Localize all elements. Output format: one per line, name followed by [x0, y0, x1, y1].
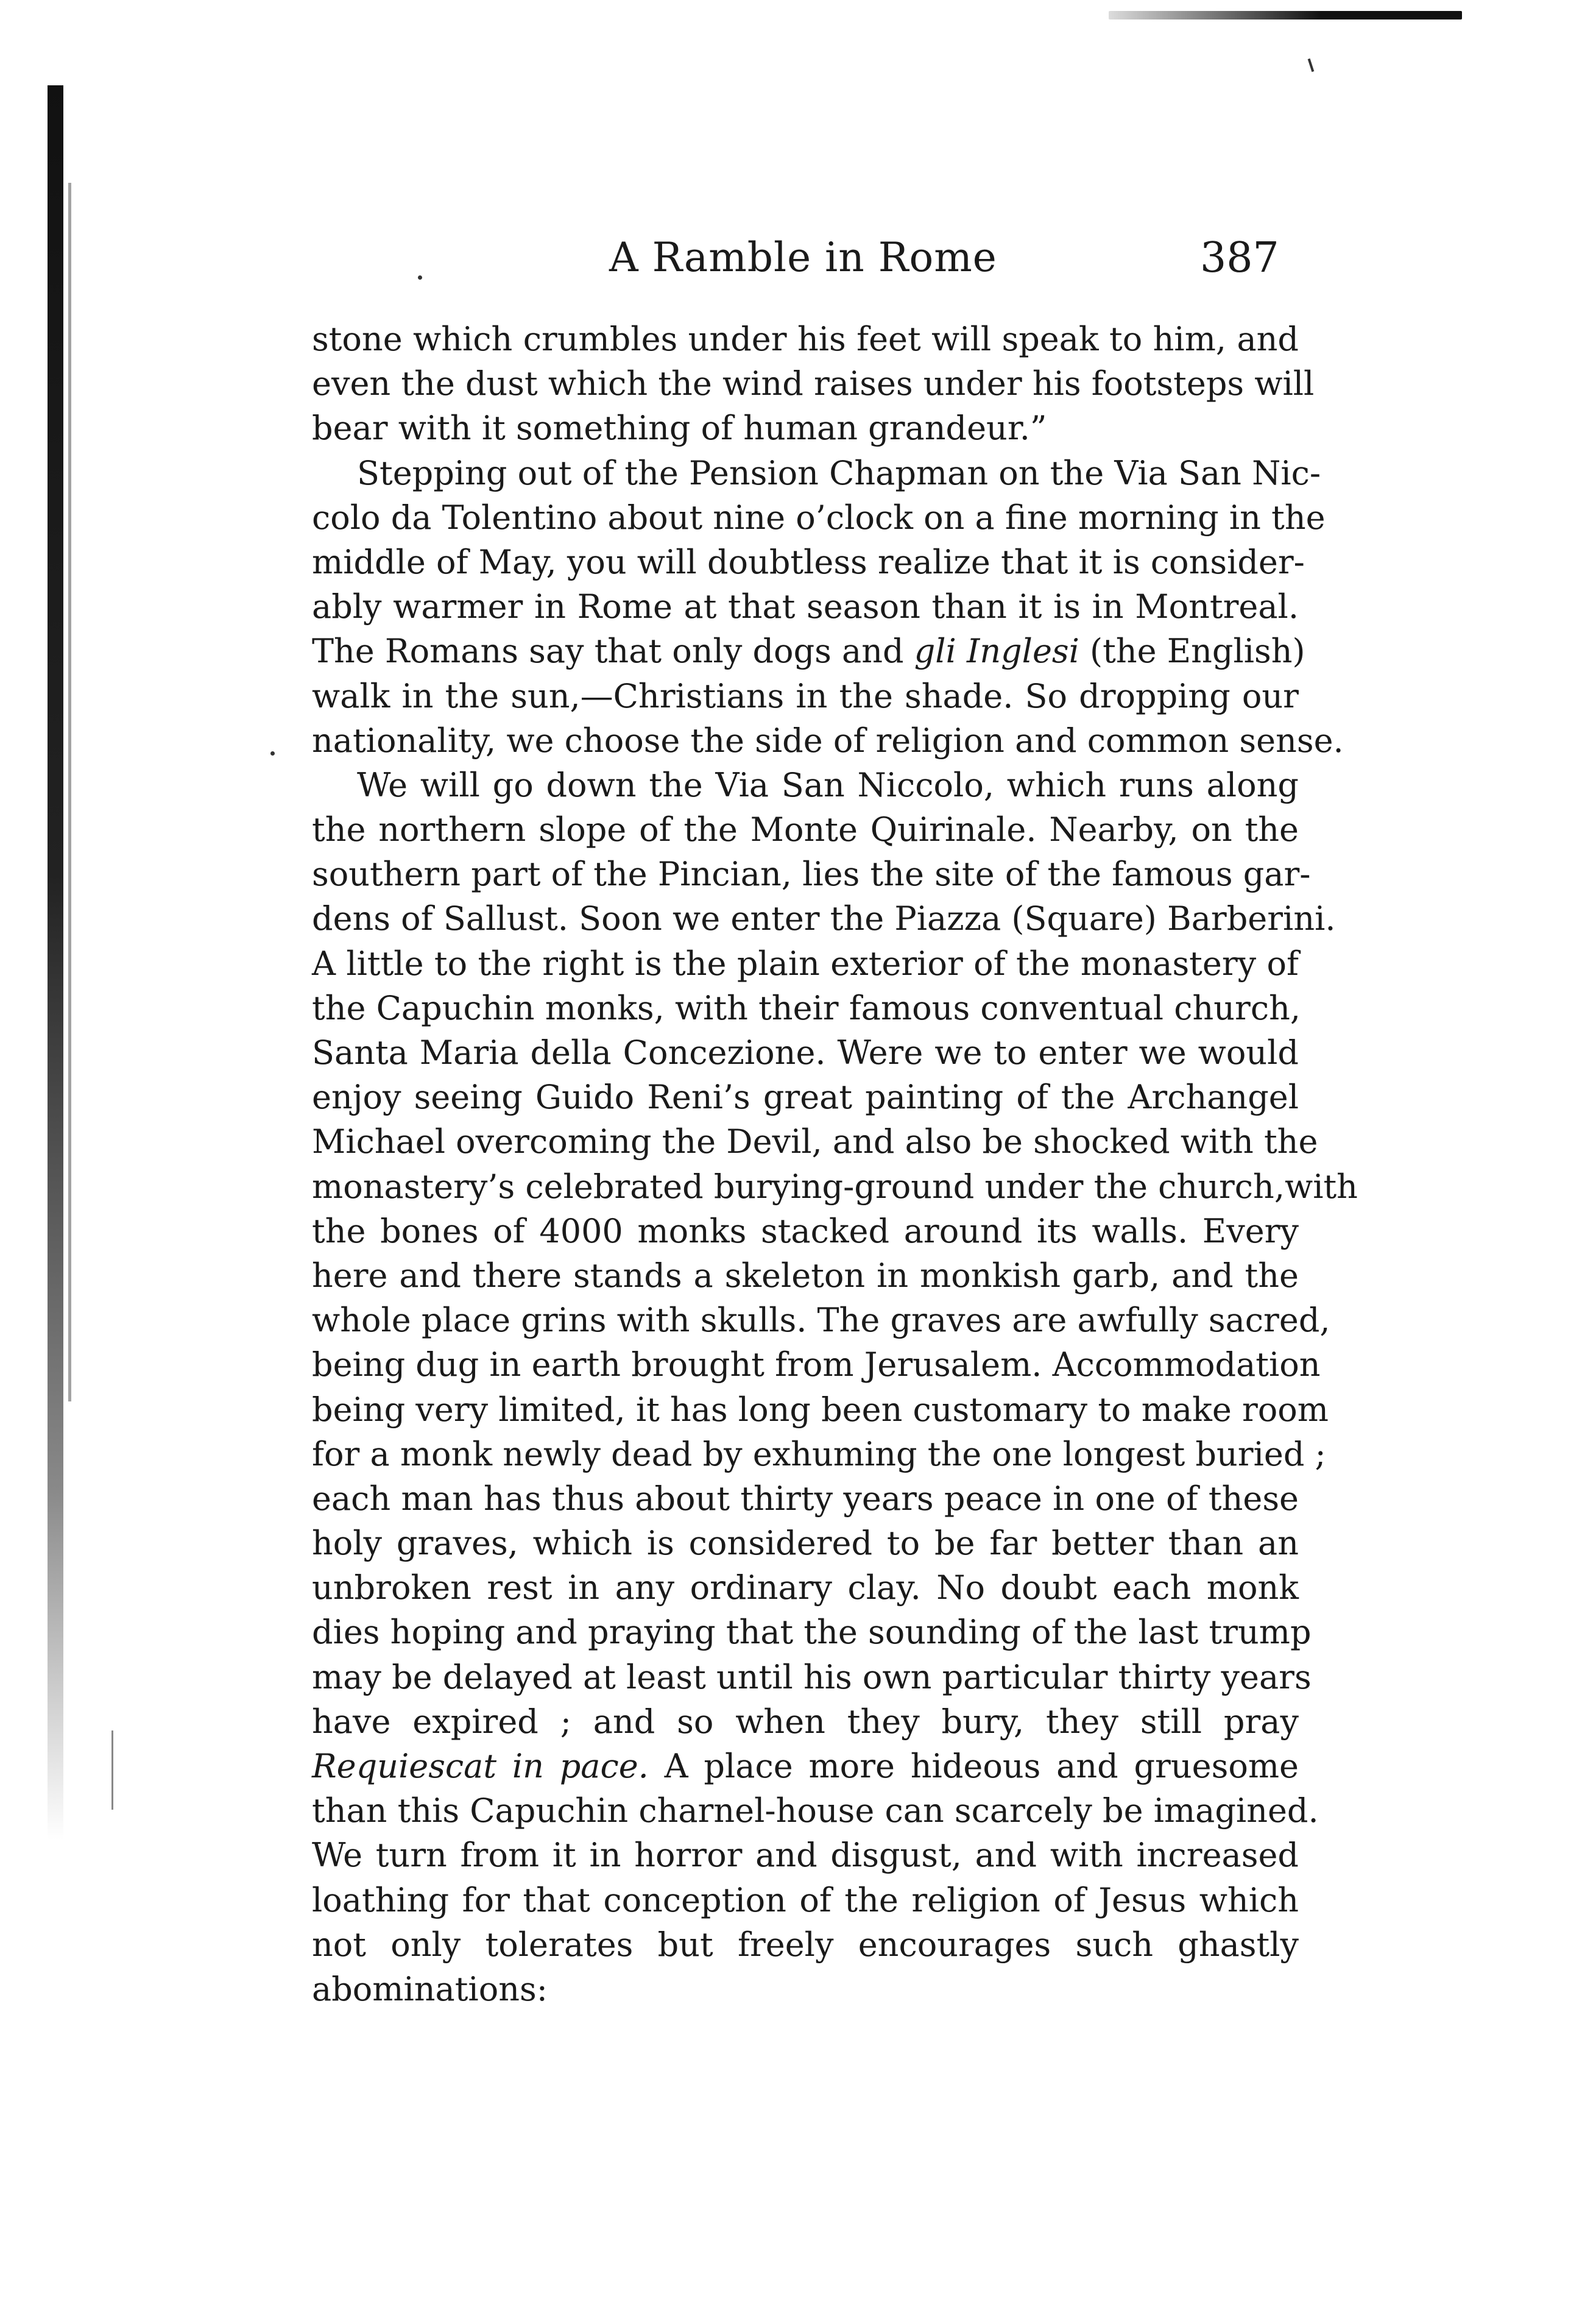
- scan-margin-mark: [111, 1730, 113, 1810]
- text-line: unbroken rest in any ordinary clay. No doubt each monk: [312, 1568, 1299, 1607]
- text-line: Stepping out of the Pension Chapman on the Via San Nic-: [357, 453, 1321, 492]
- text-line: middle of May, you will doubtless realize that it is consider-: [312, 542, 1305, 581]
- text-line: whole place grins with skulls. The graves are awfully sacred,: [312, 1301, 1330, 1340]
- text-run: A place more hideous and gruesome: [648, 1747, 1299, 1785]
- scan-speck: [418, 275, 422, 280]
- text-line: [312, 1744, 1299, 1788]
- text-line: even the dust which the wind raises under his footsteps will: [312, 364, 1315, 403]
- text-line: have expired ; and so when they bury, they still pray: [312, 1702, 1299, 1741]
- scan-left-edge-line: [68, 183, 71, 1401]
- text-line: here and there stands a skeleton in monkish garb, and the: [312, 1256, 1299, 1295]
- text-line: monastery’s celebrated burying-ground under the church,with: [312, 1167, 1358, 1206]
- text-line: the northern slope of the Monte Quirinale. Nearby, on the: [312, 810, 1299, 849]
- text-line: bear with it something of human grandeur.”: [312, 409, 1047, 448]
- text-line: ably warmer in Rome at that season than it is in Montreal.: [312, 587, 1299, 626]
- text-line: each man has thus about thirty years peace in one of these: [312, 1479, 1299, 1518]
- text-line: We will go down the Via San Niccolo, which runs along: [357, 765, 1299, 804]
- italic-phrase: gli Inglesi: [914, 632, 1079, 671]
- scan-speck: [270, 751, 275, 756]
- scan-top-rule: [1109, 11, 1462, 19]
- text-line: abominations:: [312, 1969, 548, 2008]
- running-title: A Ramble in Rome: [609, 234, 997, 281]
- text-line: A little to the right is the plain exterior of the monastery of: [312, 944, 1299, 983]
- text-line: nationality, we choose the side of religion and common sense.: [312, 721, 1344, 760]
- text-line: enjoy seeing Guido Reni’s great painting of the Archangel: [312, 1078, 1299, 1117]
- text-line: stone which crumbles under his feet will speak to him, and: [312, 320, 1299, 358]
- text-line: colo da Tolentino about nine o’clock on a fine morning in the: [312, 498, 1326, 537]
- text-run: The Romans say that only dogs and: [312, 632, 914, 671]
- text-line: for a monk newly dead by exhuming the one longest buried ;: [312, 1434, 1326, 1473]
- text-line: than this Capuchin charnel-house can scarcely be imagined.: [312, 1791, 1319, 1830]
- text-line: being very limited, it has long been customary to make room: [312, 1390, 1329, 1429]
- text-line: loathing for that conception of the religion of Jesus which: [312, 1880, 1299, 1919]
- body-text: [312, 317, 1358, 2011]
- scan-left-edge-shadow: [48, 85, 63, 1840]
- text-line: southern part of the Pincian, lies the site of the famous gar-: [312, 855, 1311, 894]
- text-line: Michael overcoming the Devil, and also be shocked with the: [312, 1122, 1318, 1161]
- text-line: not only tolerates but freely encourages such ghastly: [312, 1925, 1299, 1964]
- text-line: may be delayed at least until his own particular thirty years: [312, 1657, 1312, 1696]
- text-line: dies hoping and praying that the sounding of the last trump: [312, 1613, 1312, 1652]
- text-line: being dug in earth brought from Jerusalem. Accommodation: [312, 1345, 1321, 1384]
- text-line: Santa Maria della Concezione. Were we to enter we would: [312, 1033, 1299, 1072]
- text-line: [312, 629, 1305, 673]
- text-line: holy graves, which is considered to be far better than an: [312, 1524, 1299, 1563]
- text-line: the bones of 4000 monks stacked around its walls. Every: [312, 1211, 1299, 1250]
- text-run: (the English): [1079, 632, 1305, 671]
- text-line: dens of Sallust. Soon we enter the Piazza (Square) Barberini.: [312, 899, 1336, 938]
- text-line: the Capuchin monks, with their famous conventual church,: [312, 988, 1301, 1027]
- italic-phrase: Requiescat in pace.: [312, 1747, 649, 1785]
- page-number: 387: [1200, 234, 1279, 282]
- scan-corner-mark: [1308, 58, 1315, 72]
- text-line: We turn from it in horror and disgust, and with increased: [312, 1836, 1299, 1875]
- text-line: walk in the sun,—Christians in the shade. So dropping our: [312, 676, 1299, 715]
